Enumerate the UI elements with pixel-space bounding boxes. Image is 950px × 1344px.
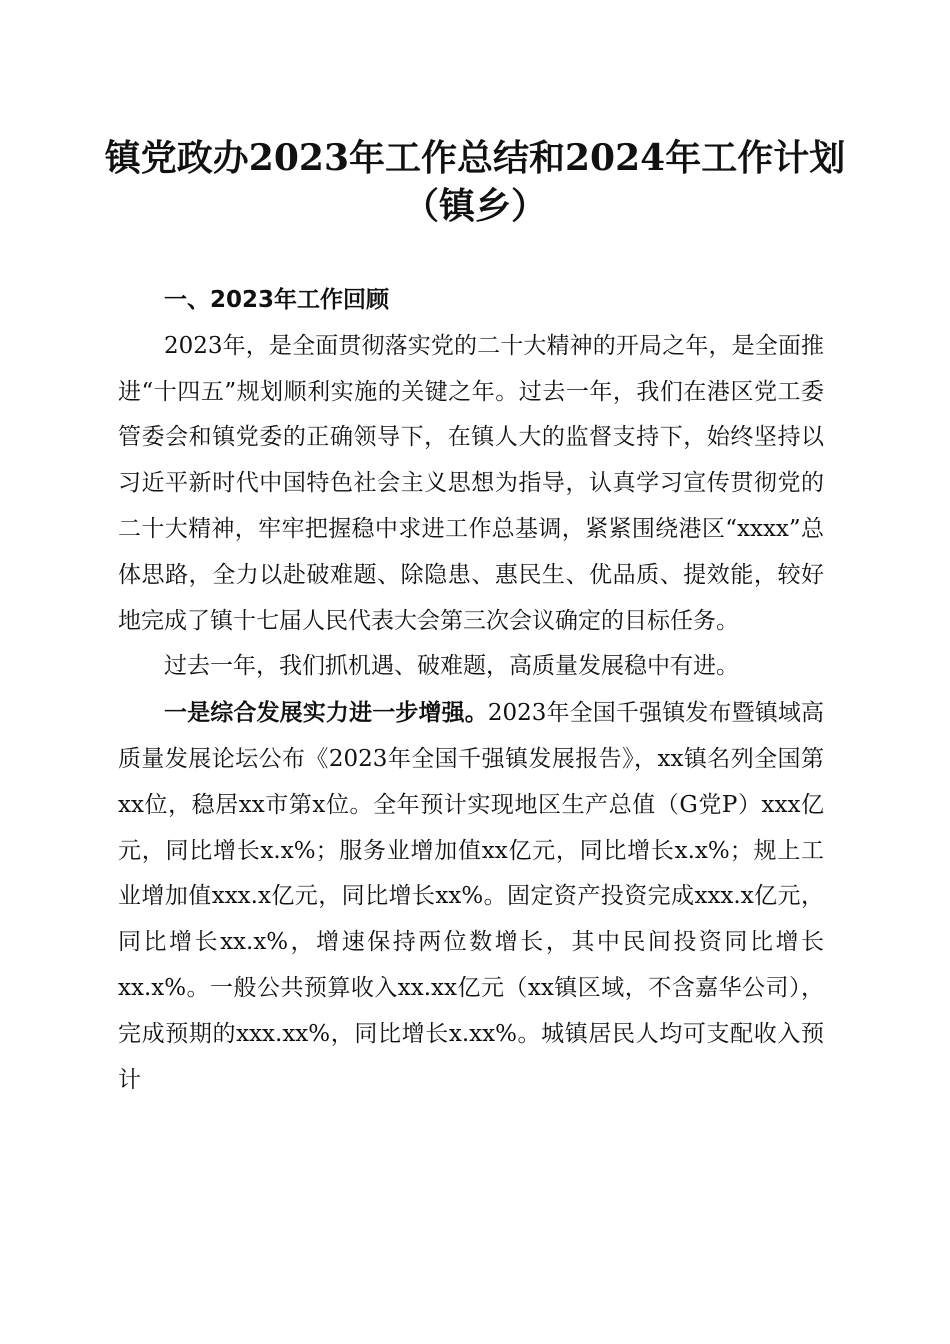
document-body (118, 278, 824, 1103)
paragraph-development-body: 2023年全国千强镇发布暨镇域高质量发展论坛公布《2023年全国千强镇发展报告》，xx镇名列全国第xx位，稳居xx市第x位。全年预计实现地区生产总值（G党P）xxx亿元，同比增长x.x%；服务业增加值xx亿元，同比增长x.x%；规上工业增加值xxx.x亿元，同比增长xx%。固定资产投资完成xxx.x亿元，同比增长xx.x%，增速保持两位数增长，其中民间投资同比增长xx.x%。一般公共预算收入xx.xx亿元（xx镇区域，不含嘉华公司），完成预期的xxx.xx%，同比增长x.xx%。城镇居民人均可支配收入预计 (118, 700, 824, 1093)
document-subtitle: （镇乡） (402, 185, 547, 227)
section-heading: 一、2023年工作回顾 (164, 287, 390, 313)
paragraph-intro: 2023年，是全面贯彻落实党的二十大精神的开局之年，是全面推进“十四五”规划顺利实施的关键之年。过去一年，我们在港区党工委管委会和镇党委的正确领导下，在镇人大的监督支持下，始终坚持以习近平新时代中国特色社会主义思想为指导，认真学习宣传贯彻党的二十大精神，牢牢把握稳中求进工作总基调，紧紧围绕港区“xxxx”总体思路，全力以赴破难题、除隐患、惠民生、优品质、提效能，较好地完成了镇十七届人民代表大会第三次会议确定的目标任务。 (118, 332, 824, 634)
paragraph-summary: 过去一年，我们抓机遇、破难题，高质量发展稳中有进。 (164, 653, 739, 680)
document-title: 镇党政办2023年工作总结和2024年工作计划 (104, 137, 846, 179)
paragraph-development (118, 690, 824, 1103)
paragraph-lead: 一是综合发展实力进一步增强。 (164, 699, 488, 727)
